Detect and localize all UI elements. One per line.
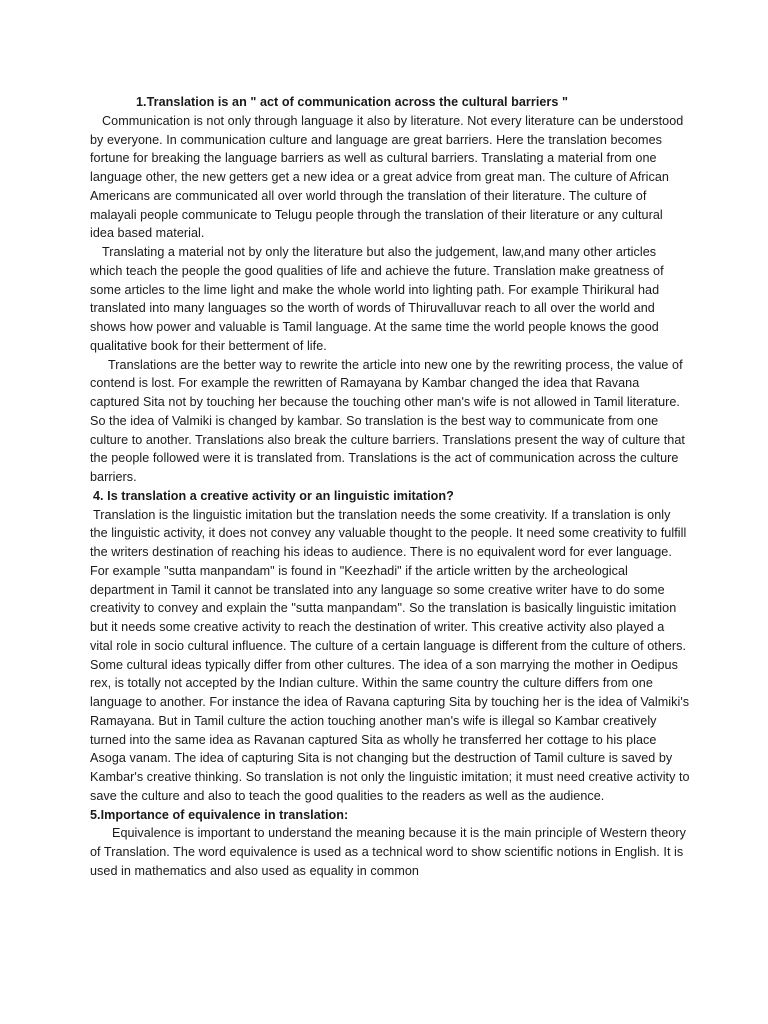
paragraph: Translations are the better way to rewrite the article into new one by the rewriting process, the value of contend is lost. For example the rewritten of Ramayana by Kambar changed the idea that Ravana captured Sita not by touching her because the touching other man's wife is not allowed in Tamil literature. So the idea of Valmiki is changed by kambar. So translation is the best way to communicate from one culture to another. Translations also break the culture barriers. Translations present the way of culture that the people followed were it is translated from. Translations is the act of communication across the culture barriers. — [90, 357, 685, 484]
section-heading-4: 4. Is translation a creative activity or an linguistic imitation? — [93, 488, 454, 503]
paragraph: Translating a material not by only the literature but also the judgement, law,and many other articles which teach the people the good qualities of life and achieve the future. Translation make greatness of some articles to the lime light and make the whole world into lighting path. For example Thirikural had translated into many languages so the worth of words of Thiruvalluvar reach to all over the world and shows how power and valuable is Tamil language. At the same time the world people knows the good qualitative book for their betterment of life. — [90, 245, 664, 353]
paragraph: Translation is the linguistic imitation but the translation needs the some creativity. If a translation is only the linguistic activity, it does not convey any valuable thought to the people. It need some creativity to fulfill the writers destination of reaching his ideas to audience. There is no equivalent word for ever language. For example "sutta manpandam" is found in "Keezhadi" if the article written by the archeological department in Tamil it cannot be translated into any language so some creative writer have to do some creativity to convey and explain the "sutta manpandam". So the translation is basically linguistic imitation but it needs some creative activity to reach the destination of writer. This creative activity also played a vital role in socio cultural influence. The culture of a certain language is different from the culture of others. Some cultural ideas typically differ from other cultures. The idea of a son marrying the mother in Oedipus rex, is totally not accepted by the Indian culture. Within the same country the culture differs from one language to another. For instance the idea of Ravana capturing Sita by touching her is the idea of Valmiki's Ramayana. But in Tamil culture the action touching another man's wife is illegal so Kambar creatively turned into the same idea as Ravanan captured Sita as wholly he transferred her cottage to his place Asoga vanam. The idea of capturing Sita is not changing but the destruction of Tamil culture is saved by Kambar's creative thinking. So translation is not only the linguistic imitation; it must need creative activity to save the culture and also to teach the good qualities to the readers as well as the audience. — [90, 507, 690, 803]
section-heading-1: 1.Translation is an " act of communication across the cultural barriers " — [136, 95, 569, 109]
section-heading-5: 5.Importance of equivalence in translation: — [90, 807, 349, 822]
paragraph: Communication is not only through language it also by literature. Not every literature can be understood by everyone. In communication culture and language are great barriers. Here the translation becomes fortune for breaking the language barriers as well as cultural barriers. Translating a material from one language other, the new getters get a new idea or a great advice from great man. The culture of African Americans are communicated all over world through the translation of their literature. The culture of malayali people communicate to Telugu people through the translation of their literature or any cultural idea based material. — [90, 113, 684, 241]
paragraph: Equivalence is important to understand the meaning because it is the main principle of Western theory of Translation. The word equivalence is used as a technical word to show scientific notions in English. It is used in mathematics and also used as equality in common — [90, 826, 686, 878]
document-body — [90, 93, 690, 881]
